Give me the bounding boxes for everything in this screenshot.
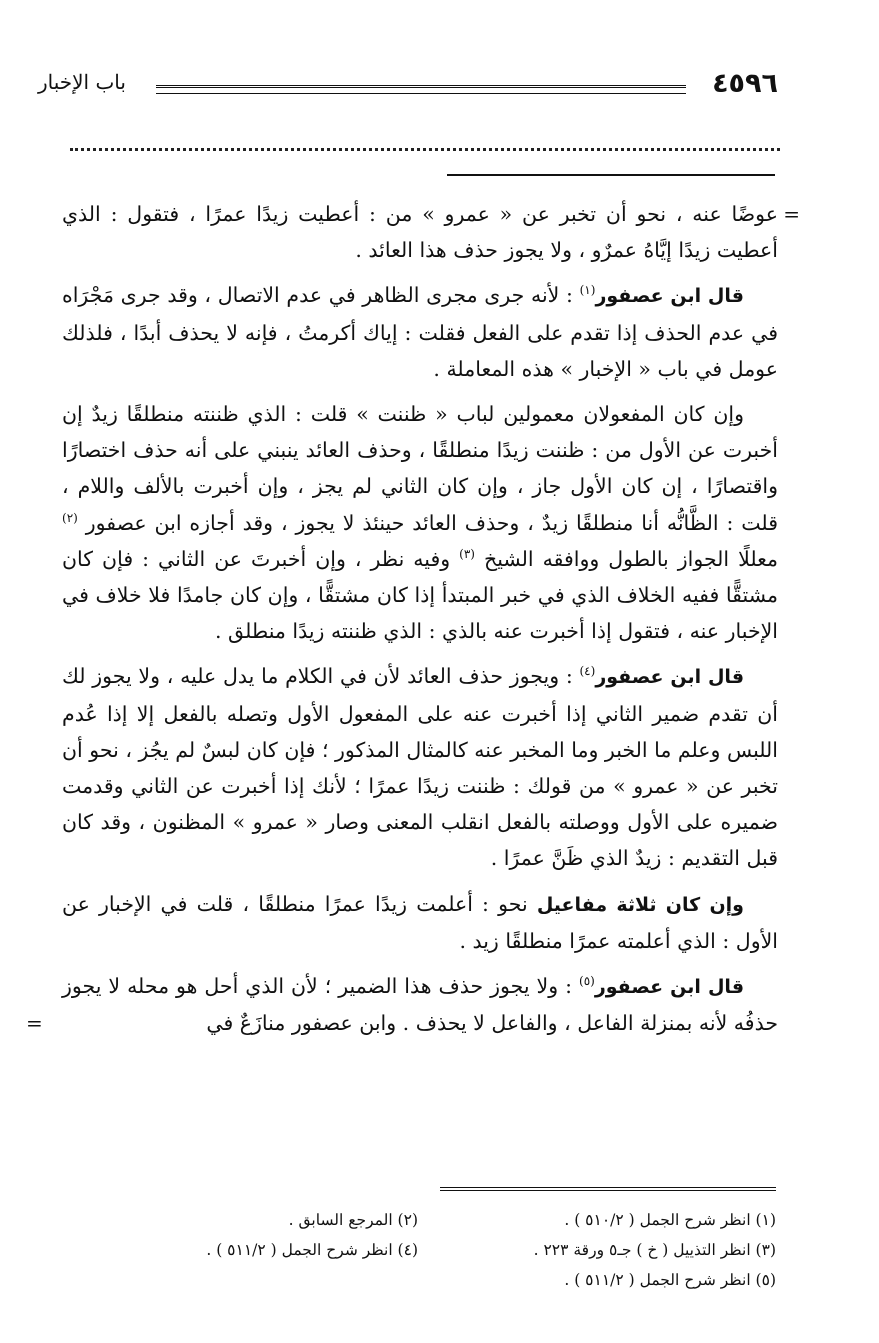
short-separator (447, 174, 775, 176)
footnote-4: (٤) انظر شرح الجمل ( ٥١١/٢ ) . (206, 1241, 418, 1259)
footnote-ref[interactable]: (٣) (459, 547, 475, 561)
paragraph-text: : ولا يجوز حذف هذا الضمير ؛ لأن الذي أحل هو محله لا يجوز حذفُه لأنه بمنزلة الفاعل ، والفاعل لا يحذف . وابن عصفور منازَعٌ في (62, 974, 778, 1036)
continuation-mark-end: = (26, 1011, 43, 1036)
footnotes (60, 1205, 776, 1295)
paragraph-text: معللًا الجواز بالطول ووافقه الشيخ (474, 546, 779, 571)
paragraph-text: نحو : أعلمت زيدًا عمرًا منطلقًا ، قلت في الإخبار عن الأول : الذي أعلمته عمرًا منطلقًا زيد . (62, 891, 778, 953)
footnote-1: (١) انظر شرح الجمل ( ٥١٠/٢ ) . (564, 1211, 776, 1229)
footnote-2: (٢) المرجع السابق . (288, 1211, 418, 1229)
paragraph-lead: وإن كان ثلاثة مفاعيل (536, 893, 744, 916)
footnote-ref[interactable]: (٢) (62, 510, 78, 525)
paragraph-lead: قال ابن عصفور (595, 666, 745, 689)
footnote-3: (٣) انظر التذييل ( خ ) جـ٥ ورقة ٢٢٣ . (533, 1241, 776, 1259)
paragraph-lead: قال ابن عصفور (594, 976, 745, 999)
paragraph-3 (62, 396, 778, 649)
dotted-separator (70, 148, 780, 151)
footnote-row (60, 1205, 776, 1235)
main-text (26, 196, 800, 1050)
paragraph-6 (26, 968, 778, 1041)
page-header (38, 68, 778, 108)
paragraph-text: وفيه نظر ، وإن أخبرتَ عن الثاني : فإن كان مشتقًّا ففيه الخلاف الذي في خبر المبتدأ إذا كان مشتقًّا ، وإن كان جامدًا فلا خلاف في الإخبار عنه ، فتقول إذا أخبرت عنه بالذي : الذي ظننته زيدًا منطلق . (62, 546, 778, 644)
paragraph-text: : ويجوز حذف العائد لأن في الكلام ما يدل عليه ، ولا يجوز لك أن تقدم ضمير الثاني إذا أخبرت عنه على المفعول الأول وتصله بالفعل إلا إذا عُدم اللبس وعلم ما الخبر وما المخبر عنه كالمثال المذكور ؛ فإن كان لبسٌ لم يجُز ، نحو أن تخبر عن « عمرو » من قولك : ظننت زيدًا عمرًا ؛ لأنك إذا أخبرت عن الثاني وقدمت ضميره على الأول ووصلته بالفعل انقلب المعنى وصار « عمرو » المظنون ، وقد كان قبل التقديم : زيدٌ الذي ظَنَّ عمرًا . (62, 664, 778, 871)
paragraph-text: وإن كان المفعولان معمولين لباب « ظننت » قلت : الذي ظننته منطلقًا زيدٌ إن أخبرت عن الأول من : ظننت زيدًا منطلقًا ، وحذف العائد ينبني على أنه حذف اختصارًا واقتصارًا ، إن كان الأول جاز ، وإن كان الثاني لم يجز ، وإن أخبرت بالألف واللام ، قلت : الظَّانُّه أنا منطلقًا زيدٌ ، وحذف العائد حينئذ لا يجوز ، وقد أجازه ابن عصفور (62, 402, 778, 535)
running-title: باب الإخبار (38, 70, 126, 94)
footnote-5: (٥) انظر شرح الجمل ( ٥١١/٢ ) . (564, 1271, 776, 1289)
footnote-row (60, 1235, 776, 1265)
footnote-row (60, 1265, 776, 1295)
footnote-rule (440, 1187, 776, 1191)
paragraph-1: عوضًا عنه ، نحو أن تخبر عن « عمرو » من : أعطيت زيدًا عمرًا ، فتقول : الذي أعطيت زيدًا إيَّاهُ عمرٌو ، ولا يجوز حذف هذا العائد . (62, 202, 778, 263)
paragraph-4 (62, 658, 778, 876)
page-number: ٤٥٩٦ (712, 68, 778, 99)
header-rule (156, 85, 686, 94)
paragraph-2 (62, 277, 778, 387)
paragraph-5 (62, 886, 778, 959)
footnote-ref[interactable]: (١) (579, 283, 596, 298)
footnote-ref[interactable]: (٤) (579, 664, 596, 679)
paragraph-text: : لأنه جرى مجرى الظاهر في عدم الاتصال ، وقد جرى مَجْرَاه في عدم الحذف إذا تقدم على الفعل فقلت : إياك أكرمتُ ، فإنه لا يحذف أبدًا ، فلذلك عومل في باب « الإخبار » هذه المعاملة . (62, 283, 778, 381)
continuation-mark: = (783, 202, 800, 226)
footnote-ref[interactable]: (٥) (579, 974, 595, 989)
paragraph-lead: قال ابن عصفور (595, 285, 744, 308)
